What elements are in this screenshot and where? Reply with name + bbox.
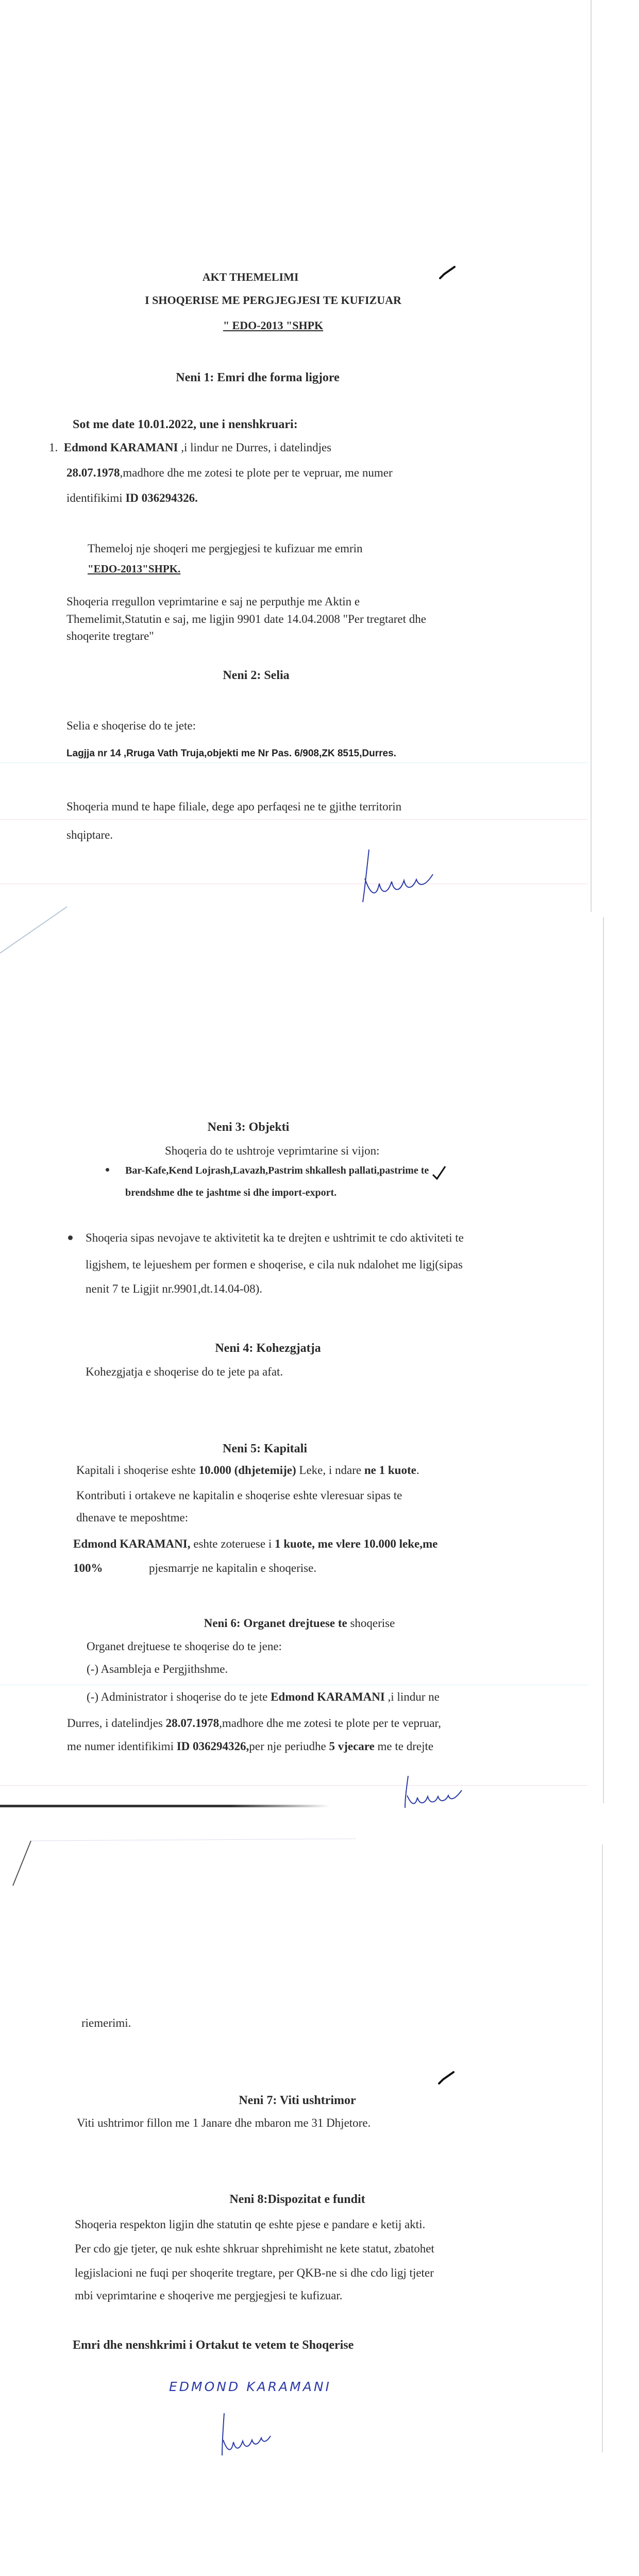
final-line: mbi veprimtarine e shoqerive me pergjegjesi te kufizuar.: [75, 2289, 343, 2302]
capital-quota: ne 1 kuote: [364, 1464, 416, 1477]
page-corner-line: [0, 1837, 361, 1888]
partner-line: [73, 1561, 103, 1575]
page-edge: [591, 0, 592, 912]
scan-streak: [0, 762, 587, 763]
text: eshte zoteruese i: [190, 1537, 275, 1550]
regulation-line: Shoqeria rregullon veprimtarine e saj ne perputhje me Aktin e: [66, 595, 360, 608]
text: Durres, i datelindjes: [67, 1717, 166, 1730]
neni2-heading: Neni 2: Selia: [223, 669, 290, 682]
seat-address: Lagjja nr 14 ,Rruga Vath Truja,objekti me Nr Pas. 6/908,ZK 8515,Durres.: [66, 748, 396, 759]
organs-intro: Organet drejtuese te shoqerise do te jene:: [87, 1640, 282, 1653]
regulation-line: Themelimit,Statutin e saj, me ligjin 9901 date 14.04.2008 "Per tregtaret dhe: [66, 613, 426, 625]
signature-label: Emri dhe nenshkrimi i Ortakut te vetem te Shoqerise: [73, 2338, 354, 2352]
founder-dob: 28.07.1978: [66, 466, 120, 479]
page-edge: [602, 1844, 603, 2452]
admin-dob: 28.07.1978: [165, 1717, 220, 1730]
check-mark-icon: [438, 2070, 457, 2086]
text: me te drejte: [374, 1740, 434, 1753]
final-line: Per cdo gje tjeter, qe nuk eshte shkruar shprehimisht ne kete statut, zbatohet: [75, 2242, 434, 2255]
bullet-icon: [106, 1168, 109, 1172]
admin-term: 5 vjecare: [329, 1740, 375, 1753]
text: (-) Administrator i shoqerise do te jete: [87, 1690, 271, 1703]
rights-line: nenit 7 te Ligjit nr.9901,dt.14.04-08).: [86, 1282, 263, 1295]
founder-line: [49, 440, 331, 455]
founder-line: [66, 466, 393, 480]
check-mark-icon: [432, 1165, 447, 1181]
document-title: AKT THEMELIMI: [202, 270, 299, 283]
partner-name: Edmond KARAMANI,: [73, 1537, 191, 1550]
rights-line: Shoqeria sipas nevojave te aktivitetit ka te drejten e ushtrimit te cdo aktiviteti te: [86, 1231, 464, 1244]
founder-name: Edmond KARAMANI: [63, 441, 178, 454]
rights-line: ligjshem, te lejueshem per formen e shoqerise, e cila nuk ndalohet me ligj(sipas: [86, 1258, 463, 1271]
partner-line: pjesmarrje ne kapitalin e shoqerise.: [149, 1562, 317, 1574]
admin-line: [87, 1690, 440, 1704]
final-line: legjislacioni ne fuqi per shoqerite tregtare, per QKB-ne si dhe cdo ligj tjeter: [75, 2266, 434, 2279]
text: ,i lindur ne Durres, i datelindjes: [178, 441, 332, 454]
text: me numer identifikimi: [67, 1740, 177, 1753]
fiscal-year-text: Viti ushtrimor fillon me 1 Janare dhe mbaron me 31 Dhjetore.: [77, 2116, 371, 2129]
neni6-heading: [204, 1616, 395, 1631]
page-break-shadow: [0, 1805, 330, 1807]
seat-intro: Selia e shoqerise do te jete:: [66, 719, 196, 732]
signature: [219, 2412, 322, 2456]
admin-line: [67, 1739, 433, 1754]
neni5-heading: Neni 5: Kapitali: [222, 1442, 308, 1455]
regulation-line: shoqerite tregtare": [66, 630, 154, 642]
document-subtitle: I SHOQERISE ME PERGJEGJESI TE KUFIZUAR: [145, 294, 401, 307]
signature: [402, 1775, 505, 1809]
text: Leke, i ndare: [296, 1464, 364, 1477]
partner-line: [73, 1537, 438, 1551]
organ-item: (-) Asambleja e Pergjithshme.: [87, 1663, 228, 1675]
admin-line: [67, 1716, 441, 1731]
heading-rest: shoqerise: [347, 1617, 395, 1630]
handwritten-name: EDMOND KARAMANI: [169, 2379, 331, 2394]
duration-text: Kohezgjatja e shoqerise do te jete pa afat.: [86, 1365, 283, 1378]
activity-line: brendshme dhe te jashtme si dhe import-export.: [125, 1187, 337, 1198]
signature: [356, 848, 469, 904]
founder-id: ID 036294326.: [125, 492, 198, 504]
heading-bold: Neni 6: Organet drejtuese te: [204, 1617, 347, 1630]
check-mark-icon: [439, 265, 458, 280]
text: ,i lindur ne: [384, 1690, 440, 1703]
text: identifikimi: [66, 492, 126, 504]
neni7-heading: Neni 7: Viti ushtrimor: [239, 2094, 356, 2107]
bullet-icon: [68, 1235, 73, 1240]
capital-amount: 10.000 (dhjetemije): [198, 1464, 296, 1477]
page-corner-line: [0, 896, 72, 958]
contribution-line: dhenave te meposhtme:: [76, 1511, 189, 1524]
founder-line: [66, 491, 198, 505]
text: .: [416, 1464, 419, 1477]
admin-name: Edmond KARAMANI: [271, 1690, 385, 1703]
activity-line: Bar-Kafe,Kend Lojrash,Lavazh,Pastrim shkallesh pallati,pastrime te: [125, 1165, 429, 1176]
contribution-line: Kontributi i ortakeve ne kapitalin e shoqerise eshte vleresuar sipas te: [76, 1489, 402, 1502]
neni8-heading: Neni 8:Dispozitat e fundit: [229, 2193, 365, 2206]
scan-streak: [0, 819, 587, 820]
text: per nje periudhe: [249, 1740, 329, 1753]
activity-intro: Shoqeria do te ushtroje veprimtarine si vijon:: [165, 1144, 380, 1157]
branches-line: Shoqeria mund te hape filiale, dege apo perfaqesi ne te gjithe territorin: [66, 800, 402, 813]
admin-id: ID 036294326,: [176, 1740, 249, 1753]
text: Kapitali i shoqerise eshte: [76, 1464, 199, 1477]
intro-line: Sot me date 10.01.2022, une i nenshkruari:: [73, 418, 298, 431]
founding-company-name: "EDO-2013"SHPK.: [88, 563, 181, 575]
continuation-text: riemerimi.: [81, 2016, 131, 2029]
text: ,madhore dhe me zotesi te plote per te vepruar, me numer: [120, 466, 393, 479]
partner-quota: 1 kuote, me vlere 10.000 leke,me: [274, 1537, 438, 1550]
page-edge: [603, 917, 604, 1803]
founding-line: Themeloj nje shoqeri me pergjegjesi te kufizuar me emrin: [88, 542, 363, 555]
company-title: " EDO-2013 "SHPK: [223, 319, 324, 332]
final-line: Shoqeria respekton ligjin dhe statutin qe eshte pjese e pandare e ketij akti.: [75, 2218, 426, 2231]
partner-percent: 100%: [73, 1562, 103, 1574]
text: ,madhore dhe me zotesi te plote per te vepruar,: [219, 1717, 441, 1730]
capital-line: [76, 1463, 419, 1478]
list-number: 1.: [49, 441, 58, 454]
neni4-heading: Neni 4: Kohezgjatja: [215, 1342, 321, 1355]
neni1-heading: Neni 1: Emri dhe forma ligjore: [176, 371, 340, 384]
branches-line: shqiptare.: [66, 828, 113, 841]
neni3-heading: Neni 3: Objekti: [207, 1121, 290, 1134]
